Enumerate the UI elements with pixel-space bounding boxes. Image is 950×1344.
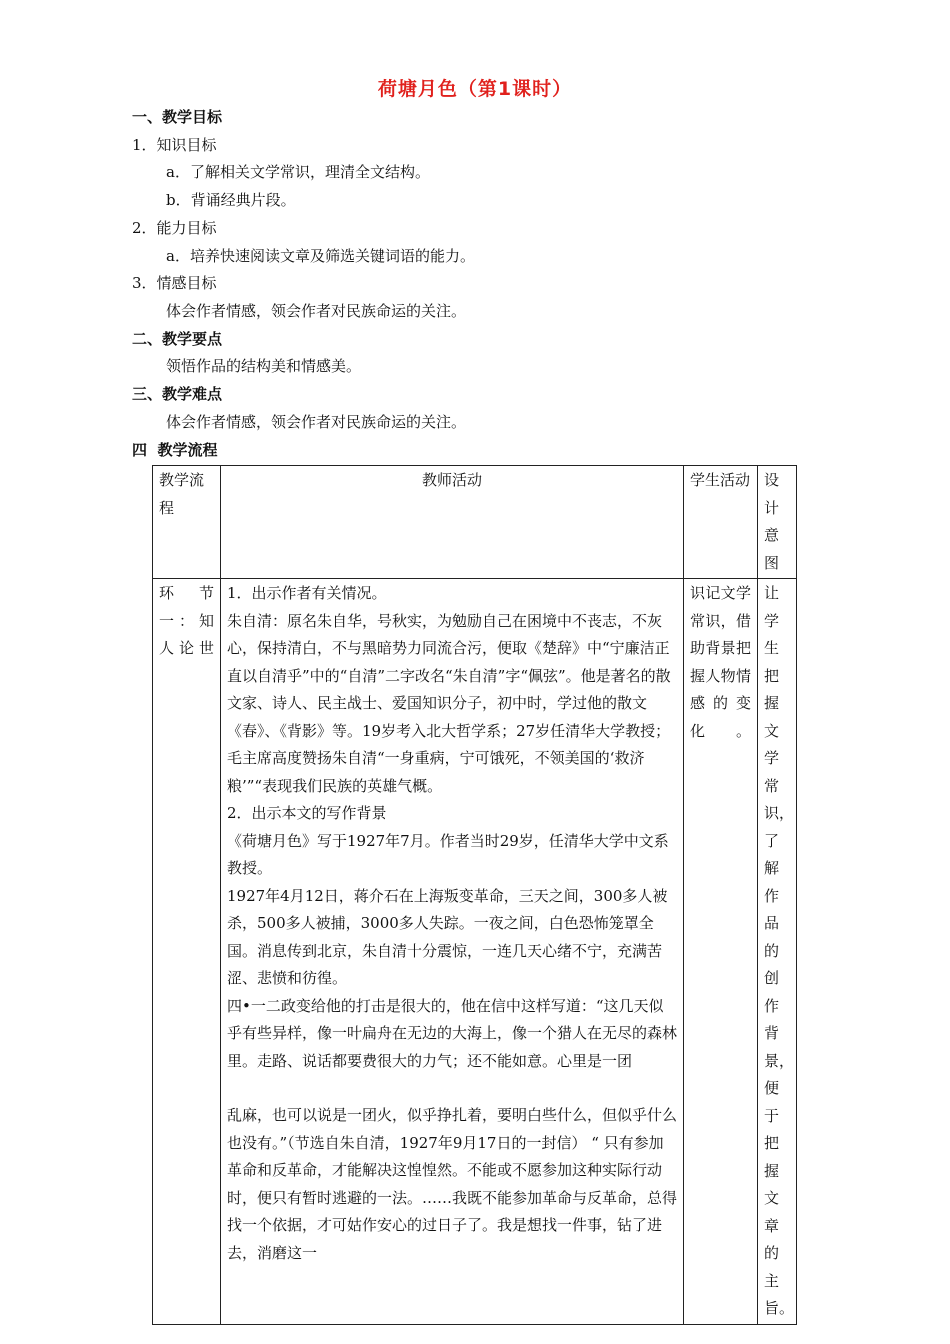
header-teacher: 教师活动 <box>221 466 684 579</box>
stage-cell: 环节一：知人论世 <box>153 579 221 1325</box>
teacher-paragraph: 《荷塘月色》写于1927年7月。作者当时29岁，任清华大学中文系教授。 <box>227 831 669 877</box>
table-row <box>153 579 797 1325</box>
teacher-paragraph: 1927年4月12日，蒋介石在上海叛变革命，三天之间，300多人被杀，500多人被捕，3000多人失踪。一夜之间，白色恐怖笼罩全国。消息传到北京，朱自清十分震惊，一连几天心绪不宁，充满苦涩、悲愤和彷徨。 <box>227 886 668 987</box>
subheading-ability: 2．能力目标 <box>132 219 217 237</box>
subheading-emotion: 3．情感目标 <box>132 274 217 292</box>
difficulty-text: 体会作者情感，领会作者对民族命运的关注。 <box>166 413 467 431</box>
key-point-text: 领悟作品的结构美和情感美。 <box>166 357 362 375</box>
design-intent-cell: 让学生把握文学常识，了解作品的创作背景，便于把握文章的主旨。 <box>758 579 797 1325</box>
teacher-paragraph: 乱麻，也可以说是一团火，似乎挣扎着，要明白些什么，但似乎什么也没有。”（节选自朱自清，1927年9月17日的一封信） “ 只有参加革命和反革命，才能解决这惶惶然。不能或不愿参加这种实际行动时，便只有暂时逃避的一法。……我既不能参加革命与反革命，总得找一个依据，才可姑作安心的过日子了。我是想找一件事，钻了进去，消磨这一 <box>227 1106 678 1262</box>
subheading-knowledge: 1．知识目标 <box>132 136 217 154</box>
student-activity-cell: 识记文学常识，借助背景把握人物情感的变化。 <box>684 579 758 1325</box>
teacher-paragraph: 四•一二政变给他的打击是很大的，他在信中这样写道：“这几天似乎有些异样，像一叶扁舟在无边的大海上，像一个猎人在无尽的森林里。走路、说话都要费很大的力气；还不能如意。心里是一团 <box>227 996 678 1070</box>
header-stage: 教学流程 <box>153 466 221 579</box>
teacher-activity-cell <box>221 579 684 1325</box>
objective-item: 体会作者情感，领会作者对民族命运的关注。 <box>166 302 467 320</box>
teaching-flow-table <box>152 465 797 1325</box>
section-heading-difficulties: 三、教学难点 <box>132 385 223 403</box>
objective-item: b．背诵经典片段。 <box>166 191 296 209</box>
section-heading-key-points: 二、教学要点 <box>132 330 223 348</box>
header-student: 学生活动 <box>684 466 758 579</box>
section-heading-objectives: 一、教学目标 <box>132 108 223 126</box>
table-header-row <box>153 466 797 579</box>
teacher-paragraph: 1．出示作者有关情况。 <box>227 584 387 602</box>
objective-item: a．了解相关文学常识，理清全文结构。 <box>166 163 430 181</box>
section-heading-flow: 四 教学流程 <box>132 441 218 459</box>
page-title: 荷塘月色（第1课时） <box>377 78 573 100</box>
header-design: 设计意图 <box>758 466 797 579</box>
teacher-paragraph: 朱自清：原名朱自华，号秋实，为勉励自己在困境中不丧志，不灰心，保持清白，不与黑暗势力同流合污，便取《楚辞》中“宁廉洁正直以自清乎”中的“自清”二字改名“朱自清”字“佩弦”。他是著名的散文家、诗人、民主战士、爱国知识分子，初中时，学过他的散文《春》、《背影》等。19岁考入北大哲学系；27岁任清华大学教授；毛主席高度赞扬朱自清“一身重病，宁可饿死，不领美国的‘救济粮’”“表现我们民族的英雄气概。 <box>227 611 671 795</box>
objective-item: a．培养快速阅读文章及筛选关键词语的能力。 <box>166 247 475 265</box>
teacher-paragraph: 2．出示本文的写作背景 <box>227 804 387 822</box>
